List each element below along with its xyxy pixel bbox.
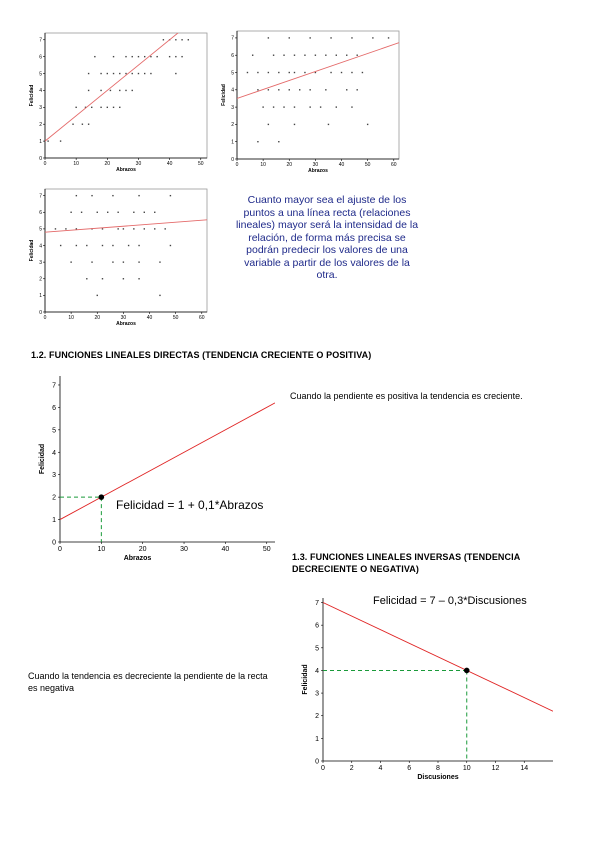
- x-axis-label: Abrazos: [123, 555, 152, 562]
- scatter-point: [289, 37, 290, 38]
- scatter-point: [138, 195, 139, 196]
- scatter-point: [175, 39, 176, 40]
- scatter-point: [132, 90, 133, 91]
- scatter-point: [112, 195, 113, 196]
- scatter-point: [128, 245, 129, 246]
- heading-direct-functions: 1.2. FUNCIONES LINEALES DIRECTAS (TENDENCIA CRECIENTE O POSITIVA): [31, 350, 372, 360]
- scatter-point: [107, 73, 108, 74]
- scatter-point: [351, 72, 352, 73]
- scatter-point: [150, 73, 151, 74]
- scatter-point: [107, 107, 108, 108]
- scatter-point: [91, 107, 92, 108]
- y-tick-label: 0: [39, 309, 42, 316]
- scatter-point: [328, 124, 329, 125]
- scatter-point: [113, 107, 114, 108]
- x-tick-label: 50: [197, 161, 204, 167]
- equation-label: Felicidad = 7 – 0,3*Discusiones: [373, 595, 527, 607]
- scatter-point: [159, 261, 160, 262]
- scatter-point: [76, 245, 77, 246]
- scatter-point: [336, 55, 337, 56]
- y-tick-label: 7: [39, 37, 42, 44]
- inverse-function-text: Cuando la tendencia es decreciente la pendiente de la recta es negativa: [28, 671, 268, 693]
- scatter-point: [330, 72, 331, 73]
- y-tick-label: 2: [52, 494, 56, 502]
- x-axis-label: Discusiones: [417, 774, 459, 781]
- scatter-point: [123, 228, 124, 229]
- scatter-point: [102, 228, 103, 229]
- scatter-point: [252, 55, 253, 56]
- scatter-point: [156, 56, 157, 57]
- scatter-point: [181, 56, 182, 57]
- scatter-point: [175, 73, 176, 74]
- scatter-point: [181, 39, 182, 40]
- y-tick-label: 5: [39, 226, 42, 233]
- x-axis-label: Abrazos: [116, 167, 136, 173]
- scatter-point: [47, 140, 48, 141]
- scatter-point: [356, 89, 357, 90]
- x-axis-label: Abrazos: [116, 321, 136, 327]
- scatter-point: [132, 73, 133, 74]
- highlight-point: [99, 494, 105, 500]
- x-tick-label: 10: [97, 546, 106, 553]
- direct-function-chart: [20, 370, 285, 575]
- y-tick-label: 4: [39, 243, 42, 250]
- y-tick-label: 0: [231, 156, 234, 163]
- y-tick-label: 4: [315, 667, 319, 675]
- scatter-point: [268, 124, 269, 125]
- x-tick-label: 60: [390, 162, 397, 168]
- scatter-point: [132, 56, 133, 57]
- scatter-point: [262, 106, 263, 107]
- scatter-point: [65, 228, 66, 229]
- y-tick-label: 2: [39, 122, 42, 129]
- scatter-point: [125, 73, 126, 74]
- scatter-point: [257, 89, 258, 90]
- scatter-point: [97, 295, 98, 296]
- scatter-point: [351, 106, 352, 107]
- x-axis-label: Abrazos: [308, 168, 328, 174]
- scatter-point: [86, 245, 87, 246]
- scatter-point: [336, 106, 337, 107]
- x-tick-label: 30: [312, 162, 319, 168]
- y-tick-label: 5: [52, 427, 56, 435]
- x-tick-label: 20: [94, 315, 101, 321]
- y-axis-label: Felicidad: [302, 664, 309, 695]
- scatter-point: [257, 141, 258, 142]
- y-tick-label: 4: [52, 449, 56, 457]
- scatter-point: [133, 228, 134, 229]
- scatter-point: [330, 37, 331, 38]
- x-tick-label: 50: [172, 315, 179, 321]
- x-tick-label: 14: [520, 765, 529, 772]
- scatter-point: [123, 278, 124, 279]
- scatter-point: [289, 89, 290, 90]
- y-tick-label: 4: [39, 88, 42, 95]
- scatter-point: [144, 228, 145, 229]
- scatter-caption: Cuanto mayor sea el ajuste de los puntos a una línea recta (relaciones lineales) mayor será la intensidad de la relación, de forma más precisa se podrán predecir los valores de una variable a partir de los valores de la otra.: [235, 194, 419, 281]
- scatter-point: [88, 90, 89, 91]
- x-tick-label: 20: [138, 546, 147, 553]
- scatter-point: [294, 55, 295, 56]
- scatter-point: [325, 89, 326, 90]
- scatter-point: [159, 295, 160, 296]
- scatter-point: [107, 212, 108, 213]
- y-tick-label: 1: [52, 517, 56, 525]
- y-tick-label: 6: [231, 53, 234, 60]
- fit-line: [237, 43, 399, 99]
- y-tick-label: 1: [315, 735, 319, 743]
- scatter-point: [97, 212, 98, 213]
- scatter-point: [102, 278, 103, 279]
- y-tick-label: 3: [39, 105, 42, 112]
- y-tick-label: 3: [39, 259, 42, 266]
- scatter-chart-1: [28, 30, 213, 180]
- scatter-point: [144, 212, 145, 213]
- scatter-point: [113, 56, 114, 57]
- scatter-point: [299, 89, 300, 90]
- x-tick-label: 30: [120, 315, 127, 321]
- scatter-point: [164, 228, 165, 229]
- x-tick-label: 40: [221, 546, 230, 553]
- scatter-point: [268, 72, 269, 73]
- scatter-point: [144, 73, 145, 74]
- scatter-point: [100, 90, 101, 91]
- x-tick-label: 60: [198, 315, 205, 321]
- equation-label: Felicidad = 1 + 0,1*Abrazos: [116, 498, 264, 512]
- scatter-point: [309, 106, 310, 107]
- scatter-point: [346, 55, 347, 56]
- scatter-point: [273, 55, 274, 56]
- x-tick-label: 6: [407, 765, 412, 772]
- scatter-point: [294, 124, 295, 125]
- x-tick-label: 10: [68, 315, 74, 321]
- scatter-point: [367, 124, 368, 125]
- scatter-point: [75, 107, 76, 108]
- scatter-point: [86, 278, 87, 279]
- scatter-point: [94, 56, 95, 57]
- x-tick-label: 30: [135, 161, 142, 167]
- scatter-point: [170, 245, 171, 246]
- scatter-point: [138, 56, 139, 57]
- scatter-point: [294, 72, 295, 73]
- y-tick-label: 6: [52, 404, 56, 412]
- scatter-point: [304, 72, 305, 73]
- scatter-point: [100, 73, 101, 74]
- scatter-point: [110, 90, 111, 91]
- y-axis-label: Felicidad: [29, 239, 35, 262]
- y-tick-label: 7: [39, 193, 42, 200]
- scatter-point: [88, 124, 89, 125]
- x-tick-label: 10: [462, 765, 471, 772]
- scatter-point: [138, 73, 139, 74]
- scatter-point: [119, 107, 120, 108]
- scatter-point: [91, 261, 92, 262]
- y-tick-label: 0: [315, 758, 319, 766]
- y-tick-label: 6: [39, 54, 42, 61]
- y-tick-label: 6: [315, 622, 319, 630]
- x-tick-label: 40: [146, 315, 153, 321]
- scatter-point: [278, 89, 279, 90]
- scatter-point: [268, 89, 269, 90]
- y-tick-label: 5: [315, 645, 319, 653]
- x-tick-label: 2: [349, 765, 354, 772]
- scatter-point: [125, 90, 126, 91]
- y-tick-label: 7: [231, 35, 234, 42]
- y-tick-label: 4: [231, 87, 234, 94]
- regression-line: [323, 603, 553, 712]
- x-tick-label: 10: [73, 161, 79, 167]
- direct-function-text: Cuando la pendiente es positiva la tendencia es creciente.: [290, 391, 523, 401]
- y-tick-label: 2: [39, 276, 42, 283]
- scatter-point: [100, 107, 101, 108]
- scatter-point: [133, 212, 134, 213]
- y-tick-label: 1: [231, 139, 234, 146]
- x-tick-label: 30: [180, 546, 188, 553]
- x-tick-label: 50: [262, 546, 271, 553]
- scatter-point: [112, 245, 113, 246]
- scatter-point: [144, 56, 145, 57]
- scatter-point: [325, 55, 326, 56]
- scatter-point: [55, 228, 56, 229]
- scatter-point: [125, 56, 126, 57]
- scatter-point: [175, 56, 176, 57]
- scatter-point: [273, 106, 274, 107]
- x-tick-label: 0: [58, 546, 62, 553]
- y-axis-label: Felicidad: [39, 443, 46, 475]
- x-tick-label: 40: [166, 161, 173, 167]
- x-tick-label: 0: [43, 161, 47, 167]
- y-tick-label: 0: [52, 539, 56, 547]
- x-tick-label: 50: [364, 162, 371, 168]
- x-tick-label: 12: [491, 765, 500, 772]
- y-tick-label: 5: [39, 71, 42, 78]
- heading-inverse-functions: 1.3. FUNCIONES LINEALES INVERSAS (TENDENCIA DECRECIENTE O NEGATIVA): [292, 552, 520, 574]
- y-tick-label: 2: [231, 122, 234, 129]
- x-tick-label: 4: [378, 765, 383, 772]
- scatter-point: [60, 140, 61, 141]
- scatter-point: [102, 245, 103, 246]
- scatter-point: [119, 90, 120, 91]
- scatter-chart-3: [28, 186, 213, 331]
- y-tick-label: 1: [39, 293, 42, 300]
- scatter-point: [150, 56, 151, 57]
- scatter-point: [278, 141, 279, 142]
- y-tick-label: 3: [315, 690, 319, 698]
- scatter-point: [70, 261, 71, 262]
- scatter-point: [283, 55, 284, 56]
- scatter-point: [163, 39, 164, 40]
- scatter-point: [138, 278, 139, 279]
- y-axis-label: Felicidad: [221, 84, 227, 106]
- fit-line: [45, 220, 207, 232]
- scatter-point: [388, 37, 389, 38]
- y-tick-label: 7: [52, 382, 56, 390]
- y-tick-label: 3: [231, 104, 234, 111]
- scatter-point: [283, 106, 284, 107]
- x-tick-label: 40: [338, 162, 345, 168]
- scatter-point: [289, 72, 290, 73]
- y-tick-label: 1: [39, 138, 42, 145]
- inverse-function-chart: [290, 588, 565, 803]
- scatter-point: [112, 261, 113, 262]
- scatter-point: [113, 73, 114, 74]
- scatter-point: [138, 245, 139, 246]
- scatter-point: [351, 37, 352, 38]
- scatter-point: [170, 195, 171, 196]
- scatter-point: [346, 89, 347, 90]
- scatter-point: [309, 89, 310, 90]
- highlight-point: [464, 668, 470, 674]
- scatter-point: [188, 39, 189, 40]
- scatter-chart-2: [220, 28, 405, 178]
- scatter-point: [309, 37, 310, 38]
- scatter-point: [154, 228, 155, 229]
- scatter-point: [247, 72, 248, 73]
- scatter-point: [91, 195, 92, 196]
- scatter-point: [278, 72, 279, 73]
- scatter-point: [257, 72, 258, 73]
- y-tick-label: 6: [39, 210, 42, 217]
- y-tick-label: 5: [231, 70, 234, 77]
- scatter-point: [88, 73, 89, 74]
- scatter-point: [81, 212, 82, 213]
- scatter-point: [138, 261, 139, 262]
- x-tick-label: 0: [43, 315, 47, 321]
- scatter-point: [72, 124, 73, 125]
- scatter-point: [119, 73, 120, 74]
- x-tick-label: 20: [286, 162, 293, 168]
- y-tick-label: 3: [52, 472, 56, 480]
- scatter-point: [268, 37, 269, 38]
- scatter-point: [117, 212, 118, 213]
- scatter-point: [123, 261, 124, 262]
- y-tick-label: 7: [315, 600, 319, 608]
- scatter-point: [169, 56, 170, 57]
- scatter-point: [154, 212, 155, 213]
- scatter-point: [304, 55, 305, 56]
- y-tick-label: 2: [315, 713, 319, 721]
- x-tick-label: 8: [436, 765, 440, 772]
- x-tick-label: 0: [235, 162, 239, 168]
- scatter-point: [341, 72, 342, 73]
- scatter-point: [117, 228, 118, 229]
- y-tick-label: 0: [39, 155, 42, 162]
- scatter-point: [76, 195, 77, 196]
- fit-line: [45, 9, 207, 141]
- scatter-point: [294, 106, 295, 107]
- scatter-point: [70, 212, 71, 213]
- scatter-point: [315, 55, 316, 56]
- scatter-point: [60, 245, 61, 246]
- scatter-point: [372, 37, 373, 38]
- scatter-point: [356, 55, 357, 56]
- x-tick-label: 20: [104, 161, 111, 167]
- x-tick-label: 10: [260, 162, 266, 168]
- scatter-point: [362, 72, 363, 73]
- x-tick-label: 0: [321, 765, 325, 772]
- scatter-point: [82, 124, 83, 125]
- y-axis-label: Felicidad: [29, 84, 35, 107]
- scatter-point: [320, 106, 321, 107]
